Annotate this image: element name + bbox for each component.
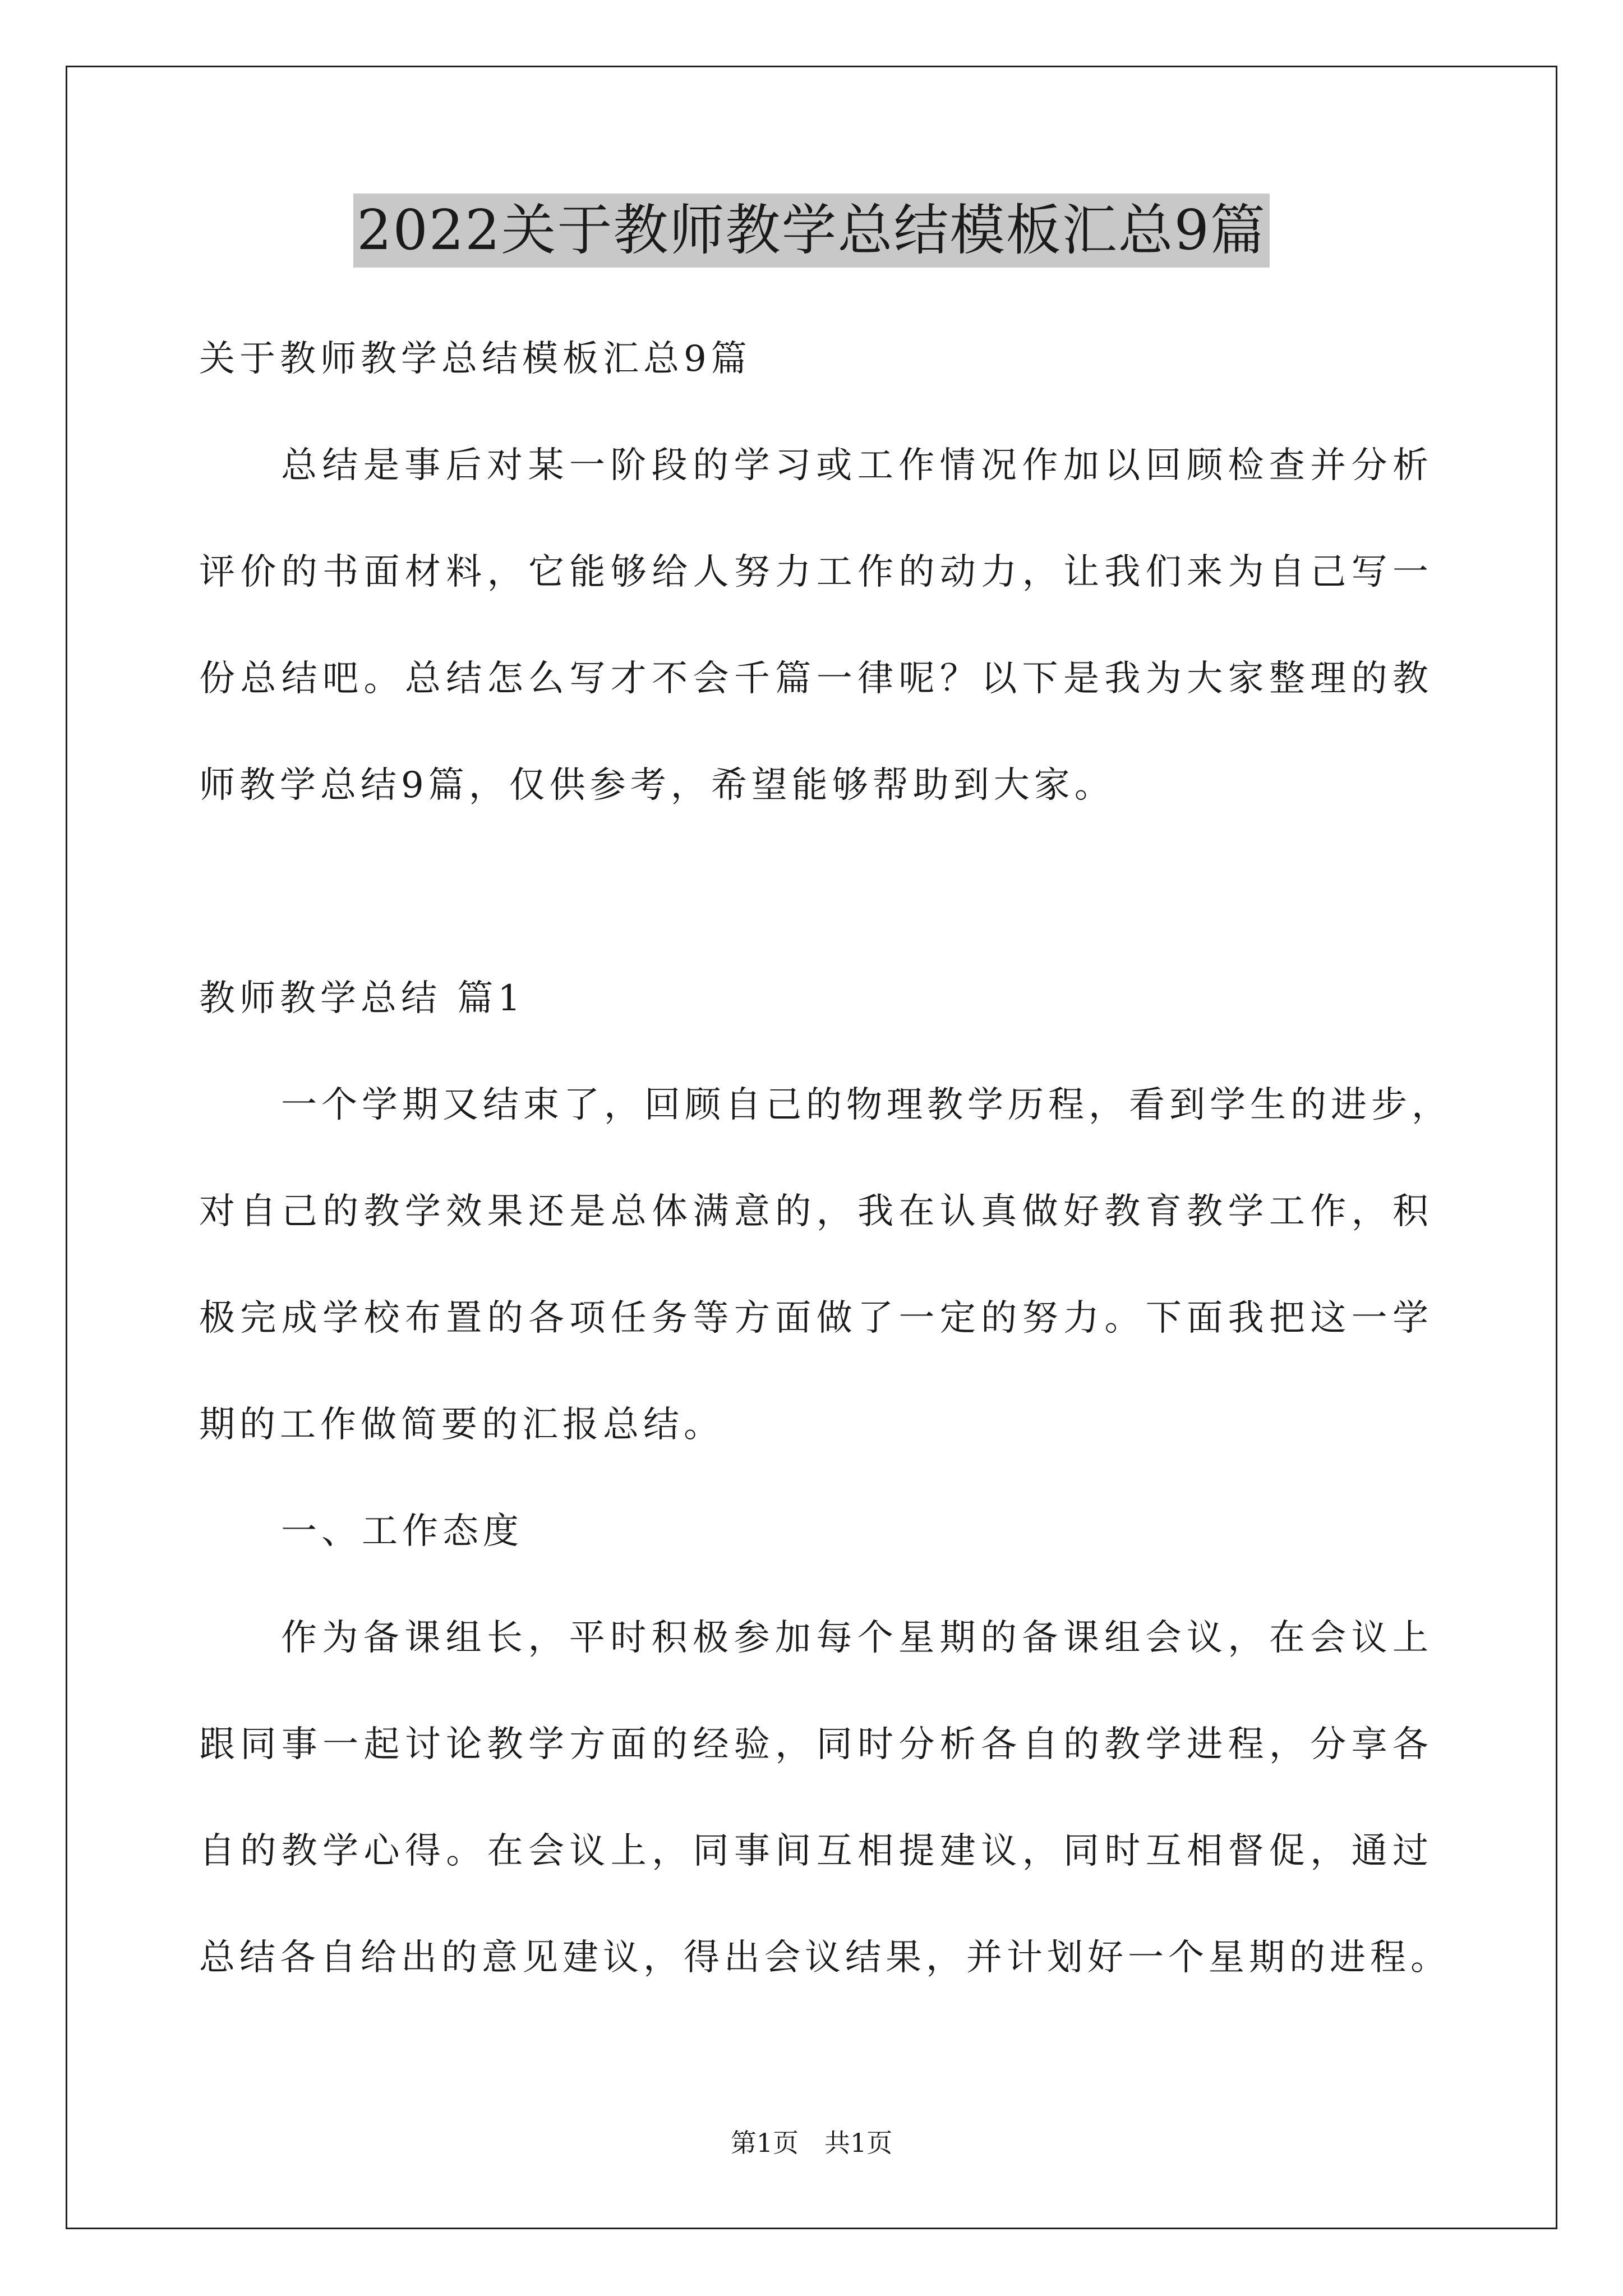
paragraph-line: 自的教学心得。在会议上，同事间互相提建议，同时互相督促，通过: [199, 1830, 1433, 1872]
document-body: [199, 306, 1452, 2011]
paragraph-line: 总结各自给出的意见建议，得出会议结果，并计划好一个星期的进程。: [199, 1937, 1451, 1978]
document-title: 2022关于教师教学总结模板汇总9篇: [353, 194, 1270, 268]
paragraph-line: 极完成学校布置的各项任务等方面做了一定的努力。下面我把这一学: [199, 1297, 1433, 1339]
intro-line: 总结是事后对某一阶段的学习或工作情况作加以回顾检查并分析: [281, 445, 1433, 486]
paragraph-line: 作为备课组长，平时积极参加每个星期的备课组会议，在会议上: [281, 1617, 1433, 1659]
paragraph-line: 跟同事一起讨论教学方面的经验，同时分析各自的教学进程，分享各: [199, 1724, 1433, 1765]
title-container: [0, 194, 1623, 268]
intro-line: 评价的书面材料，它能够给人努力工作的动力，让我们来为自己写一: [199, 551, 1433, 593]
subtitle: 关于教师教学总结模板汇总9篇: [199, 338, 751, 380]
paragraph-gap: [199, 839, 1433, 945]
sub-heading: 一、工作态度: [281, 1511, 523, 1552]
paragraph-line: 一个学期又结束了，回顾自己的物理教学历程，看到学生的进步，: [281, 1084, 1452, 1126]
intro-line: 师教学总结9篇，仅供参考，希望能够帮助到大家。: [199, 765, 1115, 806]
paragraph-line: 期的工作做简要的汇报总结。: [199, 1404, 724, 1446]
section-heading: 教师教学总结 篇1: [199, 978, 525, 1019]
paragraph-line: 对自己的教学效果还是总体满意的，我在认真做好教育教学工作，积: [199, 1191, 1433, 1232]
intro-line: 份总结吧。总结怎么写才不会千篇一律呢？以下是我为大家整理的教: [199, 658, 1433, 700]
page-footer: 第1页 共1页: [730, 2128, 893, 2158]
